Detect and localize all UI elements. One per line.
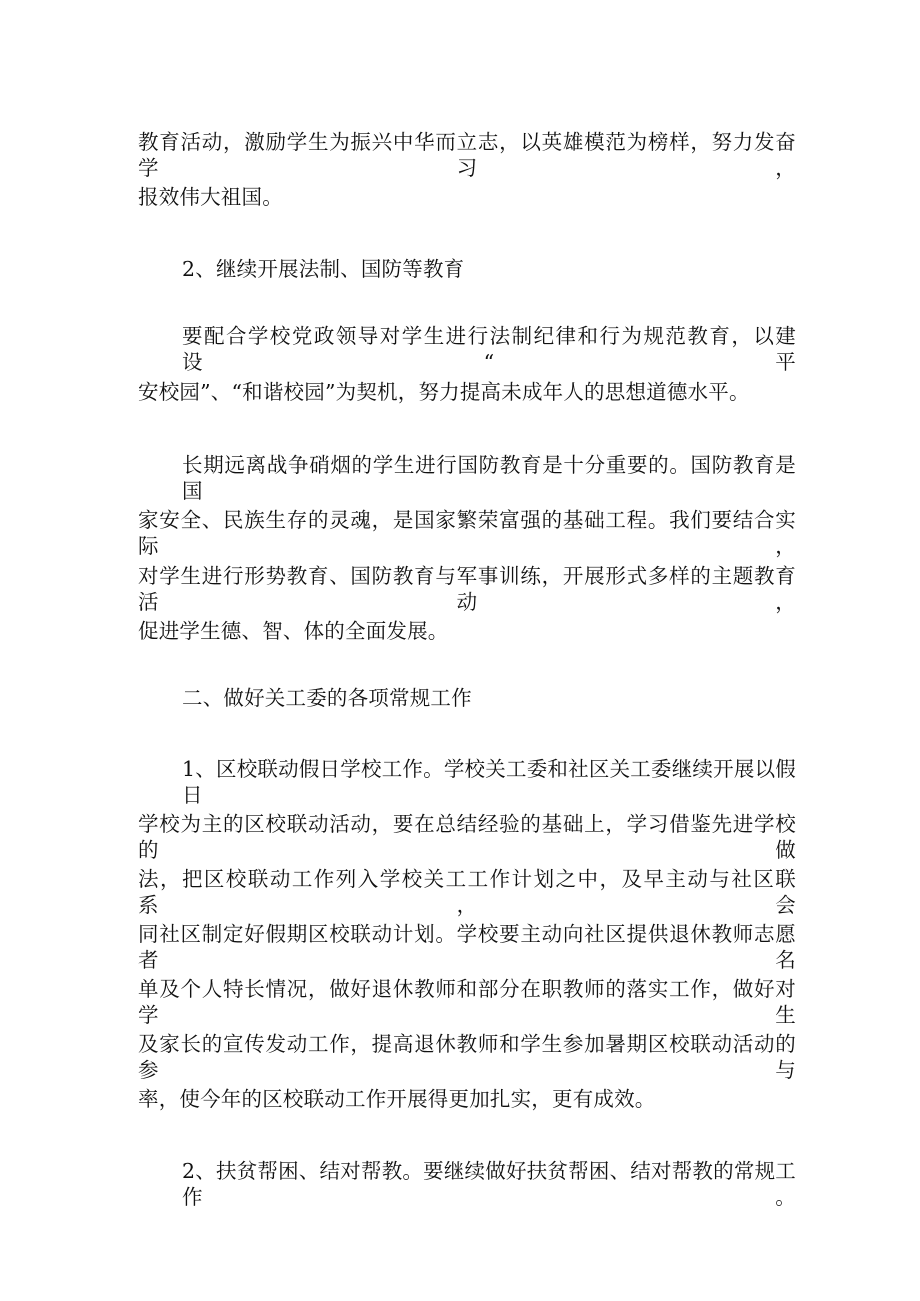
text-line: 单及个人特长情况，做好退休教师和部分在职教师的落实工作，做好对学生 — [138, 977, 796, 1027]
heading-line: 二、做好关工委的各项常规工作 — [182, 686, 472, 710]
text-line: 报效伟大祖国。 — [138, 185, 283, 209]
text-line: 安校园”、“和谐校园”为契机，努力提高未成年人的思想道德水平。 — [138, 380, 750, 404]
text-line: 家安全、民族生存的灵魂，是国家繁荣富强的基础工程。我们要结合实际， — [138, 508, 796, 558]
text-line: 促进学生德、智、体的全面发展。 — [138, 619, 449, 643]
text-line: 学校为主的区校联动活动，要在总结经验的基础上，学习借鉴先进学校的做 — [138, 812, 796, 862]
text-line: 长期远离战争硝烟的学生进行国防教育是十分重要的。国防教育是国 — [182, 453, 796, 503]
heading-line: 2、继续开展法制、国防等教育 — [182, 257, 465, 281]
text-line: 同社区制定好假期区校联动计划。学校要主动向社区提供退休教师志愿者名 — [138, 922, 796, 972]
text-line: 1、区校联动假日学校工作。学校关工委和社区关工委继续开展以假日 — [182, 757, 796, 807]
text-line: 2、扶贫帮困、结对帮教。要继续做好扶贫帮困、结对帮教的常规工作。 — [182, 1159, 796, 1209]
text-line: 及家长的宣传发动工作，提高退休教师和学生参加暑期区校联动活动的参与 — [138, 1032, 796, 1082]
text-line: 教育活动，激励学生为振兴中华而立志，以英雄模范为榜样，努力发奋学习， — [138, 130, 796, 180]
text-line: 法，把区校联动工作列入学校关工工作计划之中，及早主动与社区联系，会 — [138, 867, 796, 917]
text-line: 要配合学校党政领导对学生进行法制纪律和行为规范教育，以建设“平 — [182, 324, 796, 374]
text-line: 率，使今年的区校联动工作开展得更加扎实，更有成效。 — [138, 1087, 656, 1111]
text-line: 对学生进行形势教育、国防教育与军事训练，开展形式多样的主题教育活动， — [138, 564, 796, 614]
